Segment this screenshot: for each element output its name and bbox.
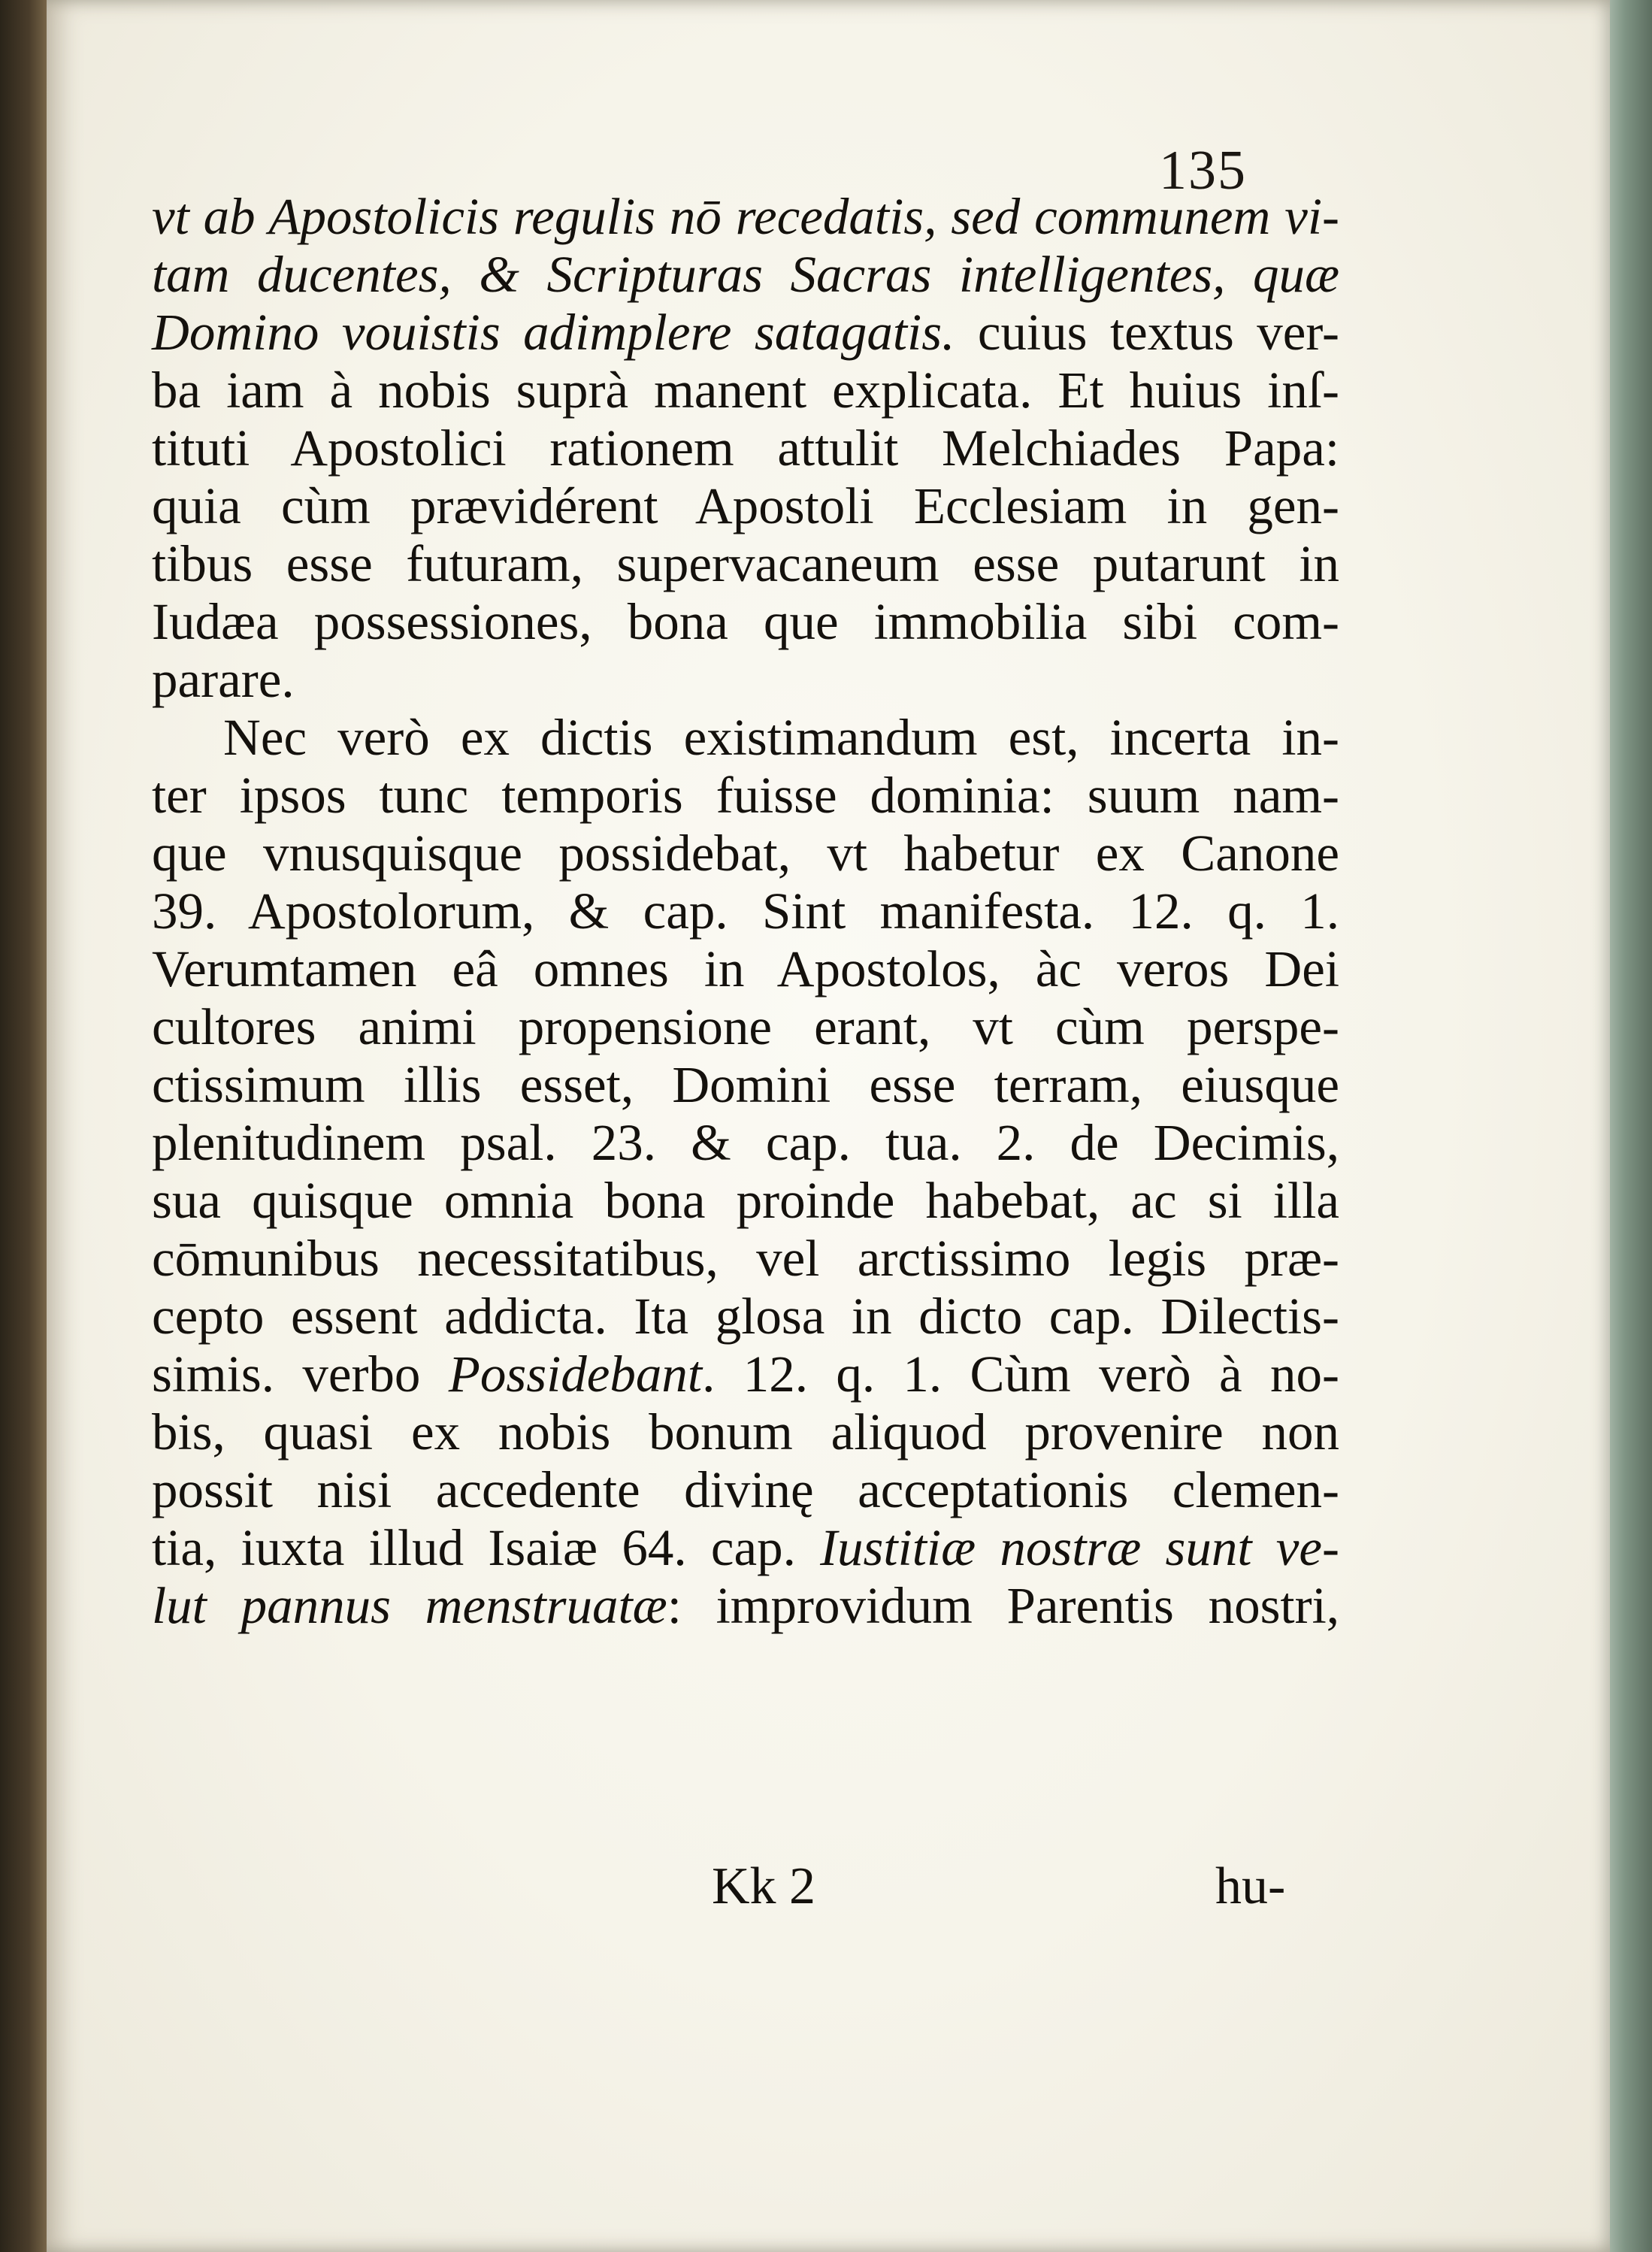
text-line — [152, 419, 1339, 477]
book-binding-right — [1607, 0, 1652, 2252]
text-line — [152, 188, 1339, 246]
italic-text-segment: lut pannus menstruatæ — [152, 1577, 667, 1634]
text-line — [152, 940, 1339, 998]
text-segment: 39. Apostolorum, & cap. Sint manifesta. 12. q. 1. — [152, 882, 1339, 940]
text-line — [152, 767, 1339, 825]
text-segment: parare. — [152, 651, 295, 708]
text-line — [152, 362, 1339, 419]
text-line — [152, 998, 1339, 1056]
text-segment: Nec verò ex dictis existimandum est, incerta in- — [223, 709, 1339, 766]
text-line — [152, 1230, 1339, 1288]
text-segment: que vnusquisque possidebat, vt habetur ex Canone — [152, 825, 1339, 882]
text-line — [152, 535, 1339, 593]
italic-text-segment: tam ducentes, & Scripturas Sacras intelligentes, quæ — [152, 246, 1339, 303]
text-segment: : improvidum Parentis nostri, — [667, 1577, 1340, 1634]
text-segment: ba iam à nobis suprà manent explicata. Et huius inſ- — [152, 362, 1339, 419]
text-segment: ter ipsos tunc temporis fuisse dominia: suum nam- — [152, 767, 1339, 824]
text-line — [152, 1519, 1339, 1577]
italic-text-segment: Domino vouistis adimplere satagatis. — [152, 304, 955, 361]
italic-text-segment: Possidebant — [448, 1345, 703, 1403]
text-line — [152, 1172, 1339, 1230]
text-segment: possit nisi accedente divinę acceptationis clemen- — [152, 1461, 1339, 1518]
text-segment: quia cùm prævidérent Apostoli Ecclesiam in gen- — [152, 477, 1339, 534]
text-line — [152, 246, 1339, 304]
text-line — [152, 593, 1339, 651]
book-binding-left — [0, 0, 53, 2252]
text-line — [152, 709, 1339, 767]
text-block — [152, 188, 1339, 1635]
text-line — [152, 477, 1339, 535]
text-line — [152, 825, 1339, 882]
text-segment: plenitudinem psal. 23. & cap. tua. 2. de Decimis, — [152, 1114, 1339, 1171]
text-segment: . 12. q. 1. Cùm verò à no- — [702, 1345, 1339, 1403]
text-line — [152, 1461, 1339, 1519]
text-segment: sua quisque omnia bona proinde habebat, ac si illa — [152, 1172, 1339, 1229]
text-segment: cuius textus ver- — [955, 304, 1339, 361]
text-segment: tia, iuxta illud Isaiæ 64. cap. — [152, 1519, 821, 1576]
italic-text-segment: vt ab Apostolicis regulis nō recedatis, sed communem vi- — [152, 188, 1339, 245]
text-line — [152, 1403, 1339, 1461]
text-segment: bis, quasi ex nobis bonum aliquod provenire non — [152, 1403, 1339, 1460]
text-line — [152, 1056, 1339, 1114]
text-line — [152, 1114, 1339, 1172]
text-segment: tituti Apostolici rationem attulit Melchiades Papa: — [152, 419, 1339, 477]
text-segment: simis. verbo — [152, 1345, 449, 1403]
text-segment: ctissimum illis esset, Domini esse terram, eiusque — [152, 1056, 1339, 1113]
text-line — [152, 304, 1339, 362]
text-line — [152, 651, 1339, 709]
catchword: hu- — [1215, 1857, 1286, 1915]
book-page — [47, 0, 1610, 2252]
text-segment: Verumtamen eâ omnes in Apostolos, àc veros Dei — [152, 940, 1339, 997]
text-line — [152, 882, 1339, 940]
text-segment: cepto essent addicta. Ita glosa in dicto cap. Dilectis- — [152, 1288, 1339, 1345]
italic-text-segment: Iustitiæ nostræ sunt ve- — [820, 1519, 1339, 1576]
text-line — [152, 1577, 1339, 1635]
page-number: 135 — [1159, 140, 1247, 201]
text-segment: Iudæa possessiones, bona que immobilia sibi com- — [152, 593, 1339, 650]
text-segment: cultores animi propensione erant, vt cùm perspe- — [152, 998, 1339, 1055]
text-line — [152, 1288, 1339, 1345]
text-segment: tibus esse futuram, supervacaneum esse putarunt in — [152, 535, 1339, 592]
text-line — [152, 1345, 1339, 1403]
text-segment: cōmunibus necessitatibus, vel arctissimo legis præ- — [152, 1230, 1339, 1287]
signature-mark: Kk 2 — [712, 1857, 816, 1915]
